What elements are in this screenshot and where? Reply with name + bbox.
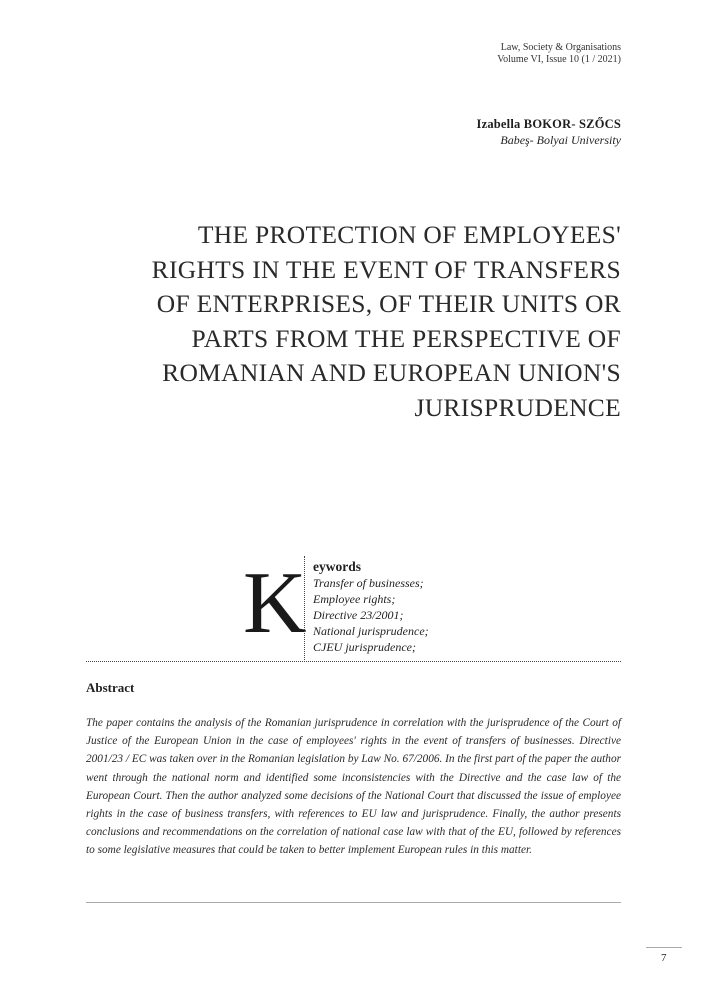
keywords-divider xyxy=(86,661,621,662)
paper-title xyxy=(61,218,621,425)
title-line: OF ENTERPRISES, OF THEIR UNITS OR xyxy=(156,289,621,318)
author-block xyxy=(477,116,622,148)
keywords-heading: eywords xyxy=(313,559,361,574)
keyword-item: Directive 23/2001; xyxy=(313,608,404,622)
title-line: RIGHTS IN THE EVENT OF TRANSFERS xyxy=(151,254,621,284)
journal-name: Law, Society & Organisations xyxy=(500,42,621,53)
author-name: Izabella BOKOR- SZŐCS xyxy=(476,117,621,131)
keyword-item: Employee rights; xyxy=(313,592,396,606)
journal-header xyxy=(497,42,621,66)
title-line: PARTS FROM THE PERSPECTIVE OF xyxy=(191,323,621,353)
page-number-rule xyxy=(646,947,682,948)
keywords-drop-cap: K xyxy=(243,555,307,652)
page-number: 7 xyxy=(661,952,667,964)
keyword-item: National jurisprudence; xyxy=(313,624,429,638)
title-line: JURISPRUDENCE xyxy=(414,392,621,422)
abstract-text: The paper contains the analysis of the Romanian jurisprudence in correlation with the jurisprudence of the Court of Justice of the European Union in the case of employees' rights in the event of transfers of businesses. Directive 2001/23 / EC was taken over in the Romanian legislation by Law No. 67/2006. In the first part of the paper the author went through the national norm and identified some inconsistencies with the Directive and the case law of the European Court. Then the author analyzed some decisions of the National Court that discussed the issue of employee rights in the case of business transfers, with references to EU law and jurisprudence. Finally, the author presents conclusions and recommendations on the correlation of national case law with that of the EU, followed by references to some legislative measures that could be taken to better implement European rules in this matter. xyxy=(86,717,621,857)
author-affiliation: Babeş- Bolyai University xyxy=(500,133,621,147)
volume-issue: Volume VI, Issue 10 (1 / 2021) xyxy=(497,54,621,65)
title-line: ROMANIAN AND EUROPEAN UNION'S xyxy=(162,358,621,387)
abstract-divider xyxy=(86,902,621,903)
abstract-heading: Abstract xyxy=(86,680,135,695)
keywords-block xyxy=(304,556,429,662)
title-line: THE PROTECTION OF EMPLOYEES' xyxy=(197,220,621,249)
keyword-item: CJEU jurisprudence; xyxy=(313,640,416,654)
keyword-item: Transfer of businesses; xyxy=(313,576,424,590)
